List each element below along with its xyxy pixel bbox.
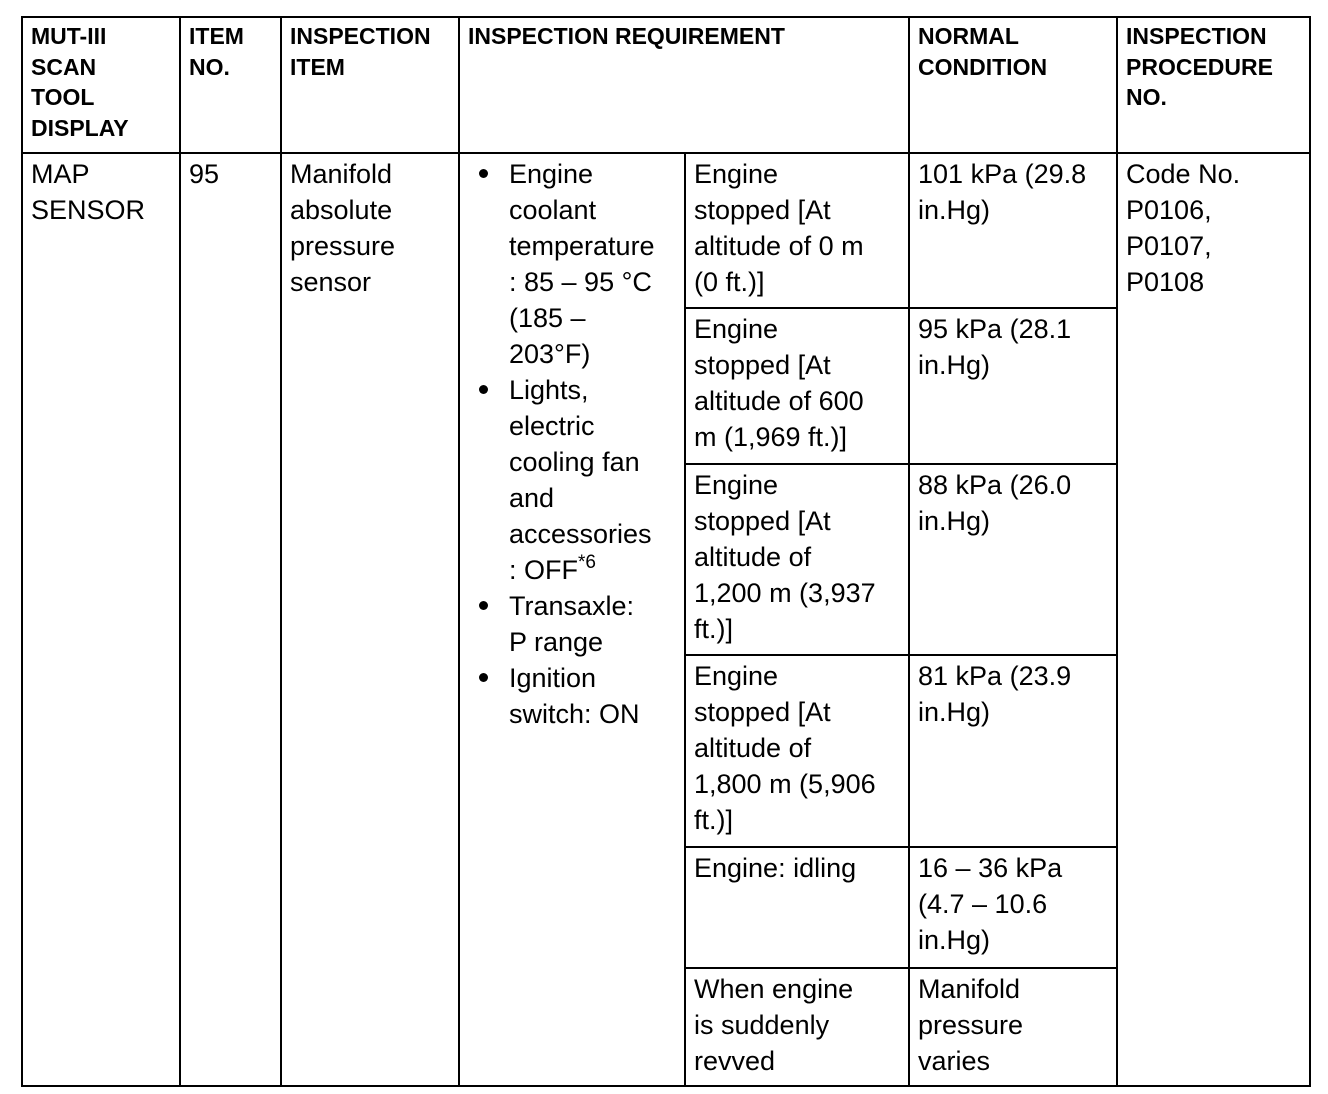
requirement-list	[460, 154, 684, 732]
condition-state-cell: Engine stopped [At altitude of 0 m (0 ft.)]	[685, 153, 909, 308]
header-item-no: ITEM NO.	[180, 17, 281, 153]
normal-value-cell: 88 kPa (26.0 in.Hg)	[909, 464, 1117, 655]
list-item: Engine coolant temperature : 85 – 95 °C (185 – 203°F)	[476, 156, 680, 372]
header-inspection-requirement: INSPECTION REQUIREMENT	[459, 17, 909, 153]
list-item: Lights, electric cooling fan and accessories : OFF$^{*6}$	[476, 372, 680, 588]
normal-value-cell: 95 kPa (28.1 in.Hg)	[909, 308, 1117, 464]
normal-value-cell: 16 – 36 kPa (4.7 – 10.6 in.Hg)	[909, 847, 1117, 968]
bullet-icon	[479, 673, 488, 682]
condition-state-cell: Engine stopped [At altitude of 600 m (1,969 ft.)]	[685, 308, 909, 464]
footnote-marker: *6	[578, 552, 596, 573]
condition-state-cell: When engine is suddenly revved	[685, 968, 909, 1086]
scan-tool-display-cell: MAP SENSOR	[22, 153, 180, 1086]
procedure-cell: Code No. P0106, P0107, P0108	[1117, 153, 1310, 1086]
bullet-icon	[479, 169, 488, 178]
inspection-table	[21, 16, 1311, 1087]
item-no-cell: 95	[180, 153, 281, 1086]
header-normal-condition: NORMAL CONDITION	[909, 17, 1117, 153]
header-row	[22, 17, 1310, 153]
header-scan-tool-display: MUT-III SCAN TOOL DISPLAY	[22, 17, 180, 153]
requirement-list-cell	[459, 153, 685, 1086]
condition-state-cell: Engine stopped [At altitude of 1,200 m (3,937 ft.)]	[685, 464, 909, 655]
normal-value-cell: Manifold pressure varies	[909, 968, 1117, 1086]
condition-state-cell: Engine: idling	[685, 847, 909, 968]
bullet-icon	[479, 601, 488, 610]
inspection-item-cell: Manifold absolute pressure sensor	[281, 153, 459, 1086]
header-inspection-item: INSPECTION ITEM	[281, 17, 459, 153]
normal-value-cell: 81 kPa (23.9 in.Hg)	[909, 655, 1117, 847]
list-item: Transaxle: P range	[476, 588, 680, 660]
bullet-icon	[479, 385, 488, 394]
list-item: Ignition switch: ON	[476, 660, 680, 732]
header-inspection-procedure-no: INSPECTION PROCEDURE NO.	[1117, 17, 1310, 153]
table-row	[22, 153, 1310, 308]
normal-value-cell: 101 kPa (29.8 in.Hg)	[909, 153, 1117, 308]
condition-state-cell: Engine stopped [At altitude of 1,800 m (5,906 ft.)]	[685, 655, 909, 847]
